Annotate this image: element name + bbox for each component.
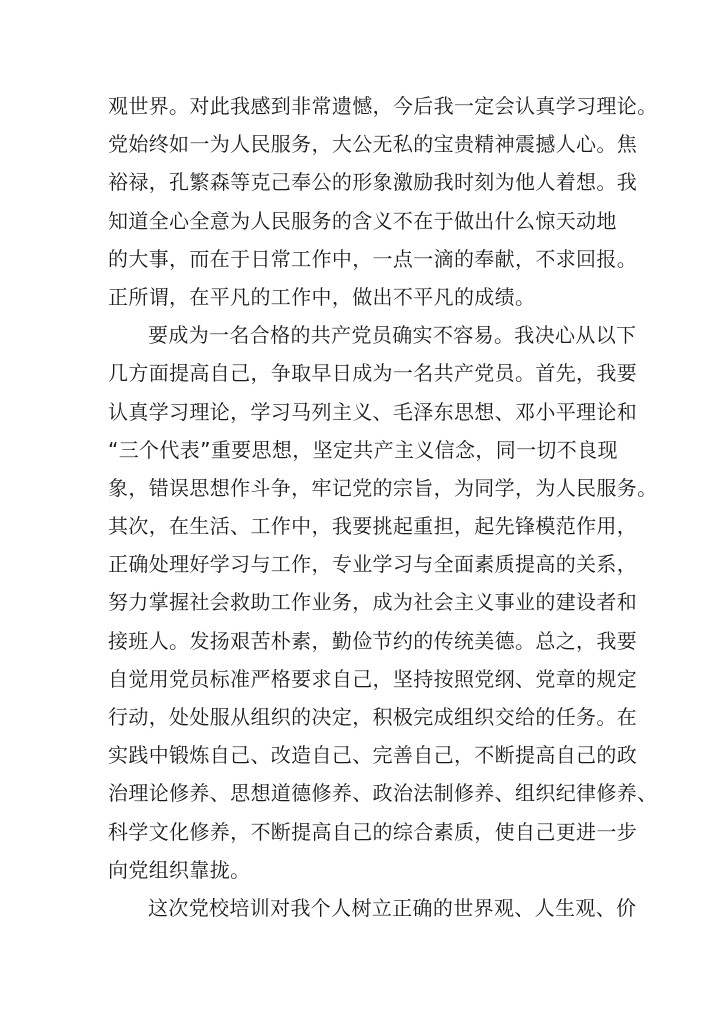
text-line: 正确处理好学习与工作，专业学习与全面素质提高的关系，: [108, 552, 638, 577]
text-line: 治理论修养、思想道德修养、政治法制修养、组织纪律修养、: [108, 781, 658, 806]
text-line: 努力掌握社会救助工作业务，成为社会主义事业的建设者和: [108, 590, 638, 615]
text-line: 其次，在生活、工作中，我要挑起重担，起先锋模范作用，: [108, 514, 638, 539]
text-line: 向党组织靠拢。: [108, 857, 251, 882]
text-line: 认真学习理论，学习马列主义、毛泽东思想、邓小平理论和: [108, 399, 638, 424]
text-line: 党始终如一为人民服务，大公无私的宝贵精神震撼人心。焦: [108, 132, 638, 157]
paragraph-3: [108, 889, 637, 927]
text-line: 科学文化修养，不断提高自己的综合素质，使自己更进一步: [108, 819, 638, 844]
text-line: 几方面提高自己，争取早日成为一名共产党员。首先，我要: [108, 361, 638, 386]
text-line: 裕禄，孔繁森等克己奉公的形象激励我时刻为他人着想。我: [108, 170, 638, 195]
text-line: 接班人。发扬艰苦朴素，勤俭节约的传统美德。总之，我要: [108, 628, 638, 653]
text-line: 象，错误思想作斗争，牢记党的宗旨，为同学，为人民服务。: [108, 475, 658, 500]
text-line: 知道全心全意为人民服务的含义不在于做出什么惊天动地: [108, 208, 617, 233]
text-line: “三个代表”重要思想，坚定共产主义信念，同一切不良现: [108, 437, 618, 462]
text-line: 行动，处处服从组织的决定，积极完成组织交给的任务。在: [108, 705, 638, 729]
text-line: 实践中锻炼自己、改造自己、完善自己，不断提高自己的政: [108, 743, 638, 768]
text-line: 这次党校培训对我个人树立正确的世界观、人生观、价: [148, 895, 637, 920]
text-line: 要成为一名合格的共产党员确实不容易。我决心从以下: [148, 323, 637, 348]
document-body: [108, 87, 658, 927]
text-line: 观世界。对此我感到非常遗憾，今后我一定会认真学习理论。: [108, 94, 658, 118]
paragraph-2: [108, 316, 658, 889]
paragraph-1: [108, 87, 658, 316]
text-line: 的大事，而在于日常工作中，一点一滴的奉献，不求回报。: [108, 246, 638, 271]
text-line: 正所谓，在平凡的工作中，做出不平凡的成绩。: [108, 284, 536, 309]
text-line: 自觉用党员标准严格要求自己，坚持按照党纲、党章的规定: [108, 666, 638, 691]
